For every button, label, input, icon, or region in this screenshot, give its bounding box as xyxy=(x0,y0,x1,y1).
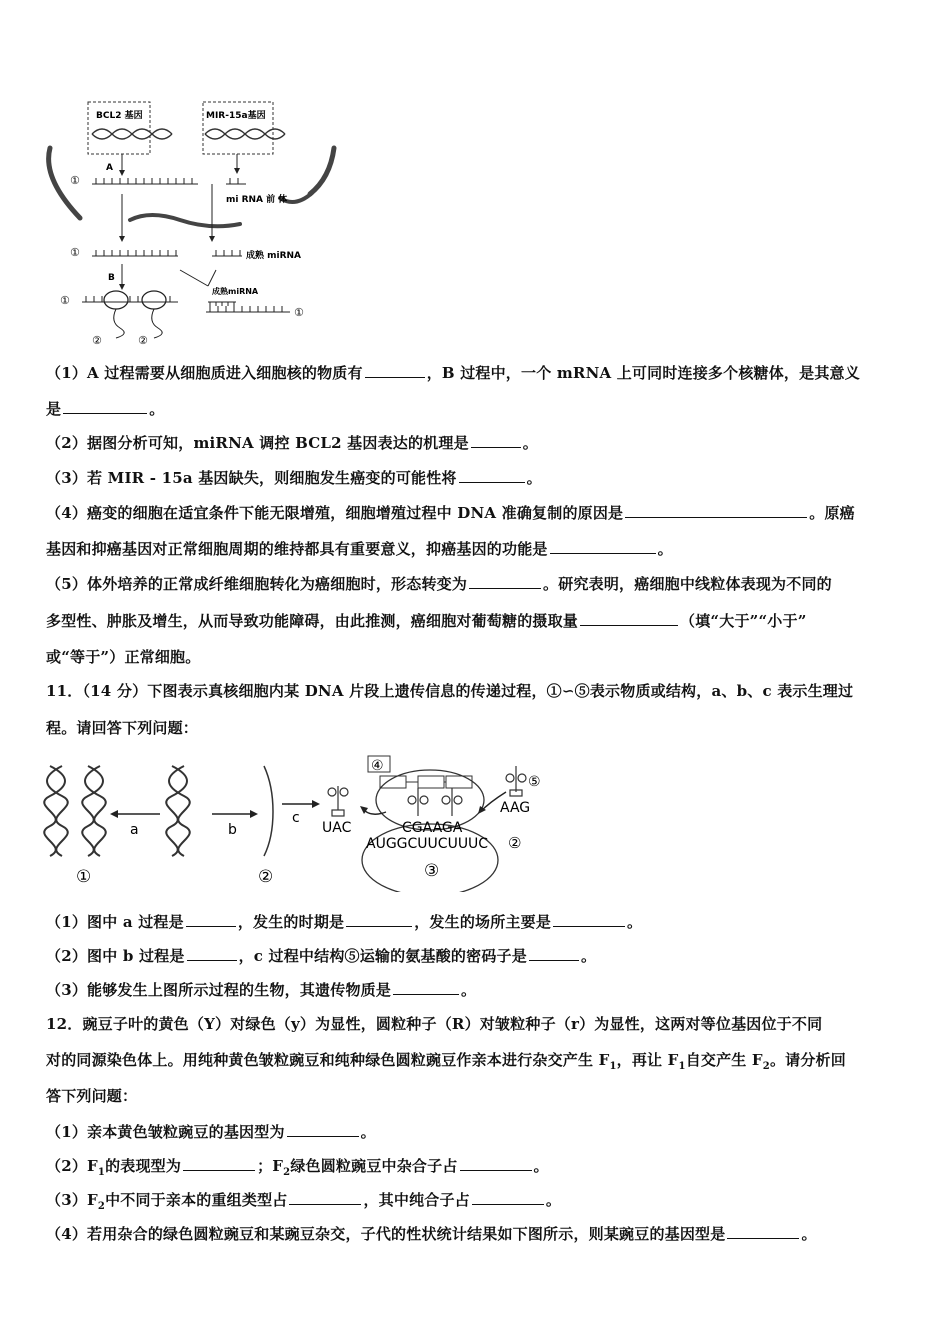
q11-sub-2: （2）图中 b 过程是 ，c 过程中结构⑤运输的氨基酸的密码子是 。 xyxy=(46,947,597,965)
gene-expression-diagram xyxy=(40,752,560,892)
circle-1-b: ① xyxy=(70,246,80,259)
q11-header-1: 11．（14 分）下图表示真核细胞内某 DNA 片段上遗传信息的传递过程，①∽⑤表示物质或结构，a、b、c 表示生理过 xyxy=(46,682,854,700)
q12-sub-4: （4）若用杂合的绿色圆粒豌豆和某豌豆杂交，子代的性状统计结果如下图所示，则某豌豆的基因型是 。 xyxy=(46,1225,817,1243)
ribosome-2 xyxy=(142,291,166,309)
circle-1-c: ① xyxy=(60,294,70,307)
q12-sub-3: $(3)F_2$中不同于亲本的重组类型占 ，其中纯合子占 。 xyxy=(46,1191,562,1212)
label-4: ④ xyxy=(371,758,384,774)
process-a-label: a xyxy=(130,822,139,838)
circle-1-a: ① xyxy=(70,174,80,187)
q10-line-8: 多型性、肿胀及增生，从而导致功能障碍，由此推测，癌细胞对葡萄糖的摄取量 （填“大于”“小于” xyxy=(46,612,807,630)
step-a-label: A xyxy=(106,163,113,173)
mrna-sequence: AUGGCUUCUUUC xyxy=(366,836,489,852)
q10-line-2: 是 。 xyxy=(46,400,165,418)
circle-1-d: ① xyxy=(294,306,304,319)
circle-2-a: ② xyxy=(92,334,102,347)
q10-line-7: （5）体外培养的正常成纤维细胞转化为癌细胞时，形态转变为 。研究表明，癌细胞中线粒体表现为不同的 xyxy=(46,575,832,593)
mature-mirna-label-1: 成熟 miRNA xyxy=(246,251,302,261)
tRNA-anticodon-aag: AAG xyxy=(500,800,531,816)
q12-header-3: 答下列问题： xyxy=(46,1087,138,1105)
q10-line-6: 基因和抑癌基因对正常细胞周期的维持都具有重要意义，抑癌基因的功能是 。 xyxy=(46,540,673,558)
q12-header-2: 对的同源染色体上。用纯种黄色皱粒豌豆和纯种绿色圆粒豌豆作亲本进行杂交产生 $F_1$，再让 $F_1$自交产生 $F_2$。请分析回 xyxy=(46,1051,846,1072)
tRNA-anticodon-uac: UAC xyxy=(322,820,352,836)
process-b-label: b xyxy=(228,822,237,838)
label-3: ③ xyxy=(424,861,440,881)
q12-sub-1: （1）亲本黄色皱粒豌豆的基因型为 。 xyxy=(46,1123,376,1141)
precursor-label: mi RNA 前 体 xyxy=(226,195,288,205)
q12-header-1: 12．豌豆子叶的黄色（Y）对绿色（y）为显性，圆粒种子（R）对皱粒种子（r）为显性，这两对等位基因位于不同 xyxy=(46,1015,823,1033)
mature-mirna-label-2: 成熟miRNA xyxy=(212,287,259,296)
q10-line-1: （1）A 过程需要从细胞质进入细胞核的物质有 ，B 过程中，一个 mRNA 上可同时连接多个核糖体，是其意义 xyxy=(46,364,860,382)
label-5: ⑤ xyxy=(528,774,541,790)
circle-2-b: ② xyxy=(138,334,148,347)
q12-sub-2: $(2)F_1$的表现型为 ；$F_2$绿色圆粒豌豆中杂合子占 。 xyxy=(46,1157,549,1178)
label-1: ① xyxy=(76,867,92,887)
bcl2-label: BCL2 基因 xyxy=(96,111,143,121)
q11-sub-1: （1）图中 a 过程是 ，发生的时期是 ，发生的场所主要是 。 xyxy=(46,913,643,931)
label-2: ② xyxy=(258,867,274,887)
q11-header-2: 程。请回答下列问题： xyxy=(46,719,199,737)
ribosome-anticodons: CGAAGA xyxy=(402,820,463,836)
mir-gene-box xyxy=(203,102,273,154)
label-2-mrna: ② xyxy=(508,834,522,852)
q10-line-9: 或“等于”）正常细胞。 xyxy=(46,648,201,666)
q10-line-5: （4）癌变的细胞在适宜条件下能无限增殖，细胞增殖过程中 DNA 准确复制的原因是 。原癌 xyxy=(46,504,855,522)
ribosome-1 xyxy=(104,291,128,309)
bcl2-gene-box xyxy=(88,102,150,154)
mir-label: MIR-15a基因 xyxy=(206,111,266,121)
step-b-label: B xyxy=(108,273,115,283)
q11-sub-3: （3）能够发生上图所示过程的生物，其遗传物质是 。 xyxy=(46,981,477,999)
bcl2-mirna-diagram xyxy=(40,98,340,348)
process-c-label: c xyxy=(292,810,300,826)
q10-line-4: （3）若 MIR - 15a 基因缺失，则细胞发生癌变的可能性将 。 xyxy=(46,469,542,487)
q10-line-3: （2）据图分析可知，miRNA 调控 BCL2 基因表达的机理是 。 xyxy=(46,434,538,452)
